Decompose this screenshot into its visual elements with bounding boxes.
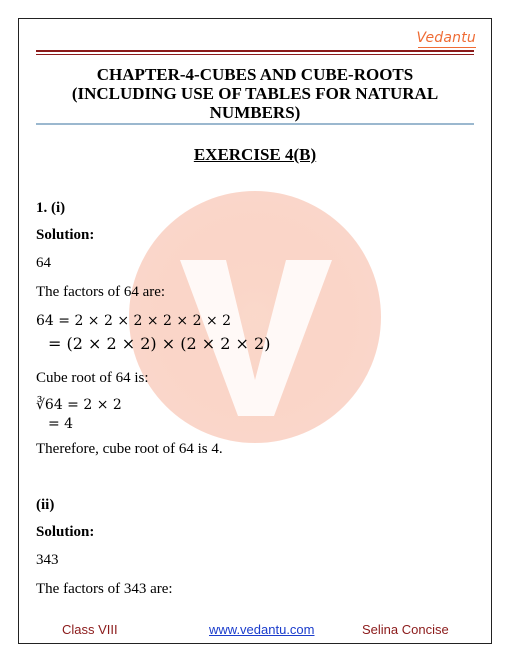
q1-solution-label: Solution: <box>36 227 95 243</box>
chapter-title <box>36 65 474 122</box>
q2-number: 343 <box>36 552 59 568</box>
q1-root-line-1: ∛64 = 2 × 2 <box>36 397 122 413</box>
header-rule-thick <box>36 50 474 52</box>
q1-factor-line-1: 64 = 2 × 2 × 2 × 2 × 2 × 2 <box>36 313 232 329</box>
footer-class: Class VIII <box>62 622 118 637</box>
header-rule-thin <box>36 54 474 55</box>
vedantu-logo: Vedantu <box>416 30 476 46</box>
q1-root-line-2: = 4 <box>48 416 74 432</box>
q1-label: 1. (i) <box>36 200 66 216</box>
q1-factor-line-2: = (2 × 2 × 2) × (2 × 2 × 2) <box>48 334 271 353</box>
logo-underline <box>418 47 476 48</box>
q1-cube-root-intro: Cube root of 64 is: <box>36 370 149 386</box>
q2-solution-label: Solution: <box>36 524 95 540</box>
footer-website-link[interactable]: www.vedantu.com <box>209 622 315 637</box>
chapter-title-line-3: NUMBERS) <box>209 103 301 122</box>
q2-factors-intro: The factors of 343 are: <box>36 581 173 597</box>
footer-book-title: Selina Concise <box>362 622 449 637</box>
q1-number: 64 <box>36 255 51 271</box>
q1-conclusion: Therefore, cube root of 64 is 4. <box>36 441 223 457</box>
chapter-rule <box>36 123 474 125</box>
q2-label: (ii) <box>36 497 55 513</box>
q1-factors-intro: The factors of 64 are: <box>36 284 166 300</box>
chapter-title-line-2: (INCLUDING USE OF TABLES FOR NATURAL <box>71 84 439 103</box>
chapter-title-line-1: CHAPTER-4-CUBES AND CUBE-ROOTS <box>96 65 414 84</box>
exercise-heading: EXERCISE 4(B) <box>193 145 317 164</box>
